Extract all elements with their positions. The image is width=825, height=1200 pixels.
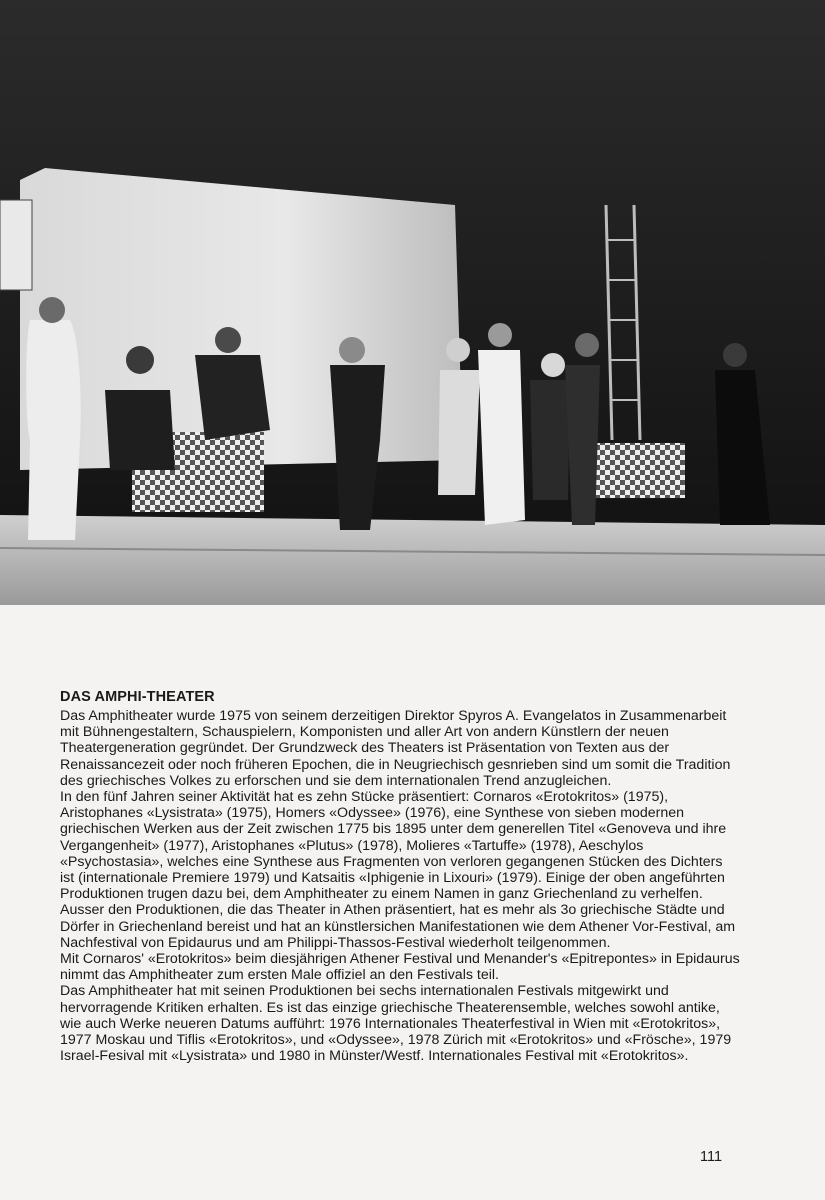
article xyxy=(60,689,740,1064)
article-paragraph: In den fünf Jahren seiner Aktivität hat es zehn Stücke präsentiert: Cornaros «Erotokritos» (1975), Aristophanes «Lysistrata» (1975), Homers «Odyssee» (1976), eine Synthese von sieben modernen griechischen Werken aus der Zeit zwischen 1775 bis 1895 unter dem generellen Titel «Genoveva und ihre Vergangenheit» (1977), Aristophanes «Plutus» (1978), Molieres «Tartuffe» (1978), Aeschylos «Psychostasia», welches eine Synthese aus Fragmenten von verloren gegangenen Stücken des Dichters ist (internationale Premiere 1979) und Katsaitis «Iphigenie in Lixouri» (1979). Einige der oben angeführten Produktionen trugen dazu bei, dem Amphitheater zu einem Namen in ganz Griechenland zu verhelfen. xyxy=(60,789,727,903)
page-number: 111 xyxy=(700,1149,723,1165)
stage-floor xyxy=(0,515,825,605)
article-paragraph: Das Amphitheater wurde 1975 von seinem derzeitigen Direktor Spyros A. Evangelatos in Zusammenarbeit mit Bühnengestaltern, Schauspielern, Komponisten und aller Art von andern Künstlern der neuen Theatergeneration gegründet. Der Grundzweck des Theaters ist Präsentation von Texten aus der Renaissancezeit oder noch früheren Epochen, die in Neugriechisch gesnrieben sind um somit die Tradition des griechisches Volkes zu erforschen und sie dem internationalen Trend anzugleichen. xyxy=(60,708,731,789)
table-right xyxy=(593,443,685,498)
article-paragraph: Ausser den Produktionen, die das Theater in Athen präsentiert, hat es mehr als 3o griechische Städte und Dörfer in Griechenland bereist und hat an künstlersichen Manifestationen wie dem Athener Vor-Festival, am Nachfestival von Epidaurus und am Philippi-Thassos-Festival wiederholt teilgenommen. xyxy=(60,902,736,951)
sign-board xyxy=(0,200,32,290)
article-paragraph: Mit Cornaros' «Erotokritos» beim diesjährigen Athener Festival und Menander's «Epitrepontes» in Epidaurus nimmt das Amphitheater zum ersten Male offiziel an den Festivals teil. xyxy=(60,951,740,984)
article-heading: DAS AMPHI-THEATER xyxy=(60,689,215,705)
article-paragraph: Das Amphitheater hat mit seinen Produktionen bei sechs internationalen Festivals mitgewirkt und hervorragende Kritiken erhalten. Es ist das einzige griechische Theaterensemble, welches sowohl antike, wie auch Werke neueren Datums aufführt: 1976 Internationales Theaterfestival in Wien mit «Erotokritos», 1977 Moskau und Tiflis «Erotokritos», und «Odyssee», 1978 Zürich mit «Erotokritos» und «Frösche», 1979 Israel-Fesival mit «Lysistrata» und 1980 in Münster/Westf. Internationales Festival mit «Erotokritos». xyxy=(60,983,732,1065)
